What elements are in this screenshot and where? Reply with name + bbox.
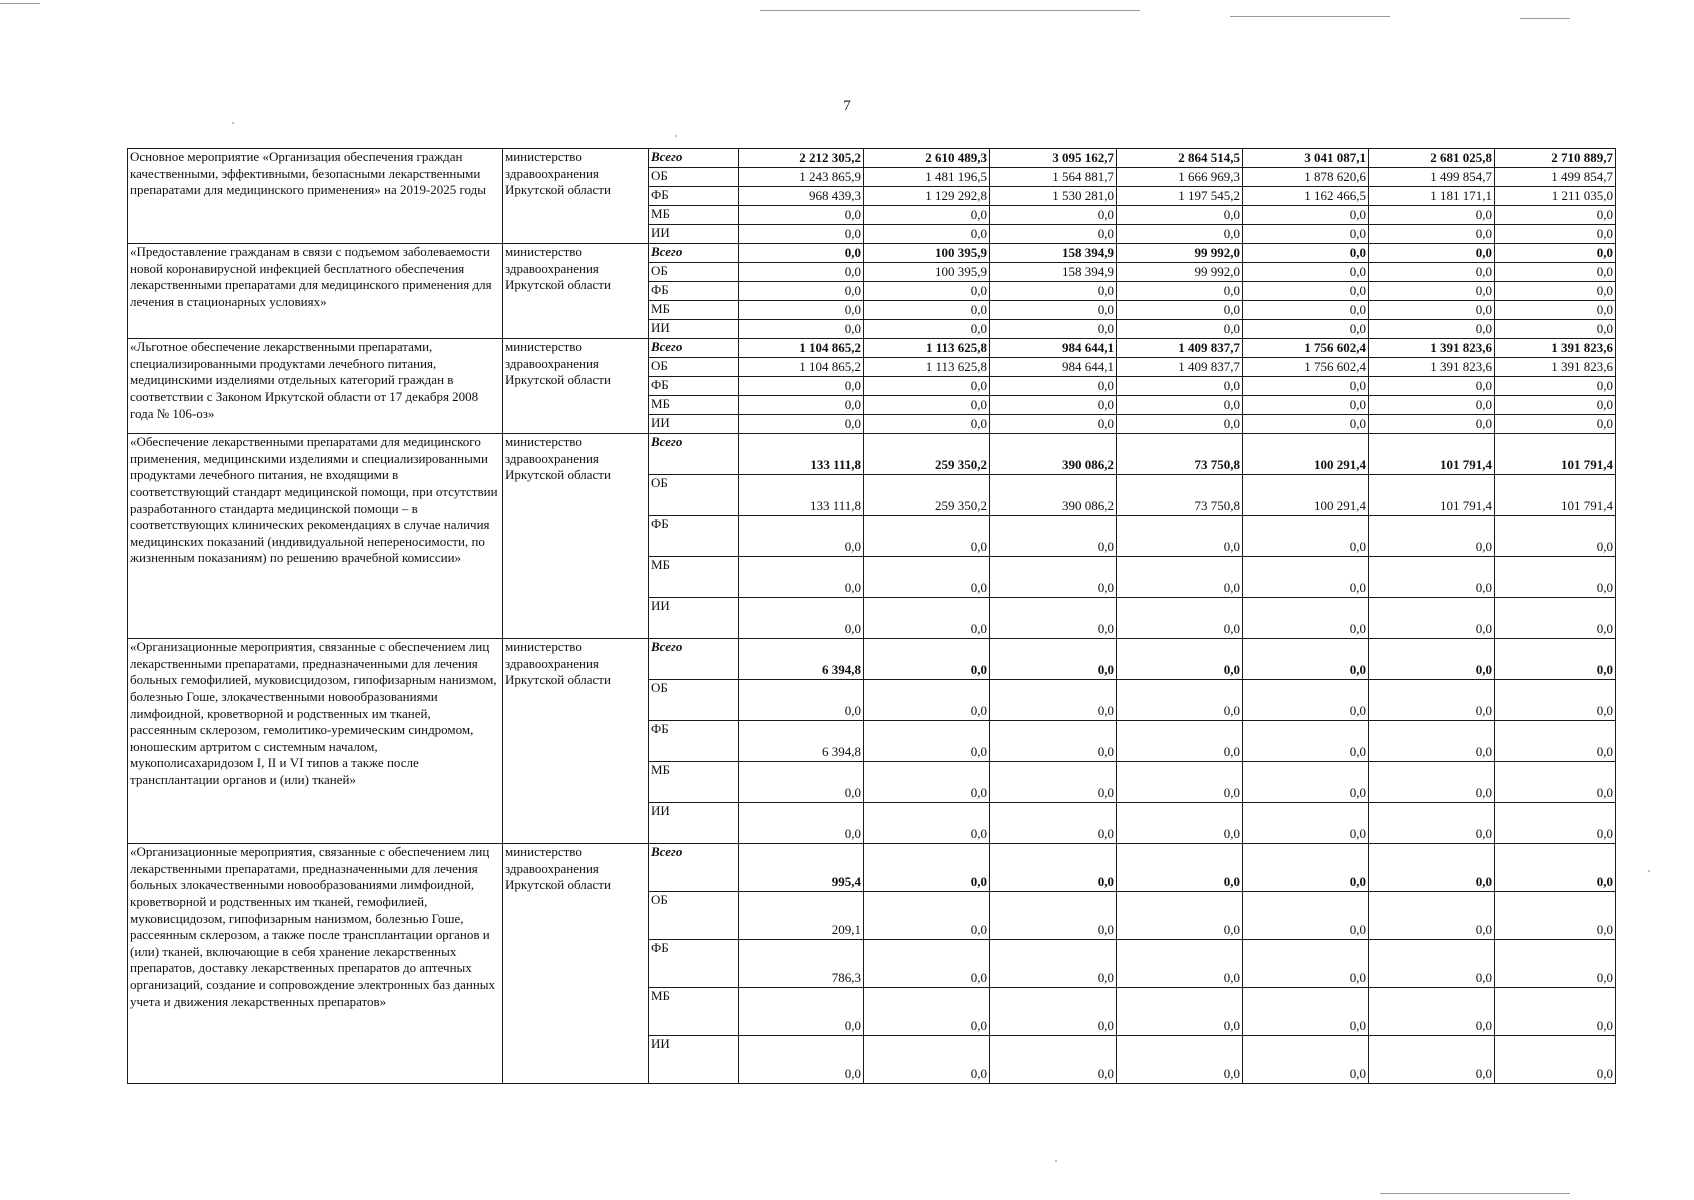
amount-cell: 390 086,2 <box>990 475 1117 516</box>
amount-cell: 0,0 <box>1243 940 1369 988</box>
event-description: «Обеспечение лекарственными препаратами для медицинского применения, медицинскими изделиями и специализированными продуктами лечебного питания, не входящими в соответствующий стандарт медицинской помощи, при отсутствии разработанного стандарта медицинской помощи – в соответствующих клинических рекомендациях в случае наличия медицинских показаний (индивидуальной непереносимости, по жизненным показаниям) по решению врачебной комиссии» <box>128 434 503 639</box>
responsible-organization: министерство здравоохранения Иркутской области <box>503 434 649 639</box>
amount-cell: 0,0 <box>1495 516 1616 557</box>
amount-cell: 0,0 <box>1369 557 1495 598</box>
amount-cell: 0,0 <box>1117 225 1243 244</box>
amount-cell: 73 750,8 <box>1117 475 1243 516</box>
amount-cell: 0,0 <box>1243 1036 1369 1084</box>
funding-source: ИИ <box>649 803 739 844</box>
amount-cell: 209,1 <box>739 892 864 940</box>
amount-cell: 3 095 162,7 <box>990 149 1117 168</box>
amount-cell: 1 104 865,2 <box>739 358 864 377</box>
amount-cell: 0,0 <box>864 988 990 1036</box>
amount-cell: 0,0 <box>990 301 1117 320</box>
scan-artifact-dot <box>1648 870 1650 872</box>
event-description: «Организационные мероприятия, связанные с обеспечением лиц лекарственными препаратами, предназначенными для лечения больных гемофилией, муковисцидозом, гипофизарным нанизмом, болезнью Гоше, злокачественными новообразованиями лимфоидной, кроветворной и родственных им тканей, рассеянным склерозом, гемолитико-уремическим синдромом, юношеским артритом с системным началом, мукополисахаридозом I, II и VI типов а также после трансплантации органов и (или) тканей» <box>128 639 503 844</box>
funding-source: ФБ <box>649 516 739 557</box>
amount-cell: 0,0 <box>1369 892 1495 940</box>
amount-cell: 0,0 <box>864 639 990 680</box>
amount-cell: 0,0 <box>1243 263 1369 282</box>
amount-cell: 0,0 <box>1117 598 1243 639</box>
amount-cell: 0,0 <box>864 225 990 244</box>
amount-cell: 0,0 <box>1243 396 1369 415</box>
amount-cell: 984 644,1 <box>990 358 1117 377</box>
amount-cell: 0,0 <box>1117 680 1243 721</box>
amount-cell: 0,0 <box>1495 320 1616 339</box>
funding-source: ОБ <box>649 358 739 377</box>
funding-source: МБ <box>649 206 739 225</box>
amount-cell: 0,0 <box>1369 988 1495 1036</box>
amount-cell: 0,0 <box>1369 396 1495 415</box>
amount-cell: 0,0 <box>1243 415 1369 434</box>
amount-cell: 0,0 <box>864 396 990 415</box>
amount-cell: 101 791,4 <box>1495 475 1616 516</box>
amount-cell: 0,0 <box>739 320 864 339</box>
responsible-organization: министерство здравоохранения Иркутской области <box>503 149 649 244</box>
amount-cell: 0,0 <box>739 988 864 1036</box>
amount-cell: 0,0 <box>739 244 864 263</box>
funding-source: ИИ <box>649 320 739 339</box>
amount-cell: 0,0 <box>1243 598 1369 639</box>
amount-cell: 1 409 837,7 <box>1117 339 1243 358</box>
funding-source: ФБ <box>649 377 739 396</box>
amount-cell: 0,0 <box>1243 803 1369 844</box>
amount-cell: 1 391 823,6 <box>1369 339 1495 358</box>
event-description: «Льготное обеспечение лекарственными препаратами, специализированными продуктами лечебного питания, медицинскими изделиями отдельных категорий граждан в соответствии с Законом Иркутской области от 17 декабря 2008 года № 106-оз» <box>128 339 503 434</box>
amount-cell: 0,0 <box>1495 844 1616 892</box>
amount-cell: 0,0 <box>990 762 1117 803</box>
funding-source: ИИ <box>649 415 739 434</box>
amount-cell: 259 350,2 <box>864 475 990 516</box>
funding-source: ИИ <box>649 598 739 639</box>
amount-cell: 0,0 <box>1117 206 1243 225</box>
amount-cell: 1 409 837,7 <box>1117 358 1243 377</box>
responsible-organization: министерство здравоохранения Иркутской области <box>503 844 649 1084</box>
amount-cell: 1 113 625,8 <box>864 358 990 377</box>
amount-cell: 1 211 035,0 <box>1495 187 1616 206</box>
amount-cell: 0,0 <box>1117 721 1243 762</box>
amount-cell: 0,0 <box>739 415 864 434</box>
amount-cell: 1 181 171,1 <box>1369 187 1495 206</box>
amount-cell: 100 291,4 <box>1243 475 1369 516</box>
amount-cell: 0,0 <box>864 762 990 803</box>
amount-cell: 0,0 <box>739 516 864 557</box>
amount-cell: 0,0 <box>864 282 990 301</box>
amount-cell: 158 394,9 <box>990 244 1117 263</box>
amount-cell: 1 756 602,4 <box>1243 339 1369 358</box>
amount-cell: 0,0 <box>990 940 1117 988</box>
amount-cell: 0,0 <box>990 1036 1117 1084</box>
amount-cell: 1 530 281,0 <box>990 187 1117 206</box>
amount-cell: 0,0 <box>864 301 990 320</box>
amount-cell: 0,0 <box>1369 263 1495 282</box>
amount-cell: 0,0 <box>1117 844 1243 892</box>
funding-source: Всего <box>649 844 739 892</box>
funding-source: МБ <box>649 301 739 320</box>
amount-cell: 0,0 <box>1495 598 1616 639</box>
amount-cell: 0,0 <box>1369 803 1495 844</box>
amount-cell: 995,4 <box>739 844 864 892</box>
amount-cell: 1 564 881,7 <box>990 168 1117 187</box>
amount-cell: 0,0 <box>1117 803 1243 844</box>
amount-cell: 0,0 <box>864 844 990 892</box>
table-row <box>128 844 1616 892</box>
amount-cell: 0,0 <box>1243 844 1369 892</box>
funding-source: ОБ <box>649 475 739 516</box>
amount-cell: 0,0 <box>739 206 864 225</box>
amount-cell: 2 610 489,3 <box>864 149 990 168</box>
funding-source: ФБ <box>649 187 739 206</box>
amount-cell: 0,0 <box>739 598 864 639</box>
amount-cell: 3 041 087,1 <box>1243 149 1369 168</box>
amount-cell: 0,0 <box>864 1036 990 1084</box>
amount-cell: 0,0 <box>864 721 990 762</box>
amount-cell: 0,0 <box>990 557 1117 598</box>
amount-cell: 0,0 <box>1117 557 1243 598</box>
amount-cell: 0,0 <box>1243 282 1369 301</box>
amount-cell: 984 644,1 <box>990 339 1117 358</box>
funding-source: Всего <box>649 244 739 263</box>
amount-cell: 2 681 025,8 <box>1369 149 1495 168</box>
amount-cell: 0,0 <box>1117 320 1243 339</box>
table-row <box>128 434 1616 475</box>
amount-cell: 100 395,9 <box>864 244 990 263</box>
amount-cell: 0,0 <box>1117 1036 1243 1084</box>
funding-source: Всего <box>649 149 739 168</box>
amount-cell: 0,0 <box>1117 892 1243 940</box>
amount-cell: 0,0 <box>1495 557 1616 598</box>
funding-source: ФБ <box>649 282 739 301</box>
amount-cell: 1 104 865,2 <box>739 339 864 358</box>
amount-cell: 0,0 <box>739 762 864 803</box>
amount-cell: 2 864 514,5 <box>1117 149 1243 168</box>
amount-cell: 0,0 <box>1495 225 1616 244</box>
amount-cell: 0,0 <box>1369 721 1495 762</box>
amount-cell: 0,0 <box>1117 301 1243 320</box>
amount-cell: 1 499 854,7 <box>1495 168 1616 187</box>
amount-cell: 0,0 <box>864 557 990 598</box>
amount-cell: 0,0 <box>1117 396 1243 415</box>
amount-cell: 0,0 <box>864 415 990 434</box>
table-row <box>128 244 1616 263</box>
amount-cell: 390 086,2 <box>990 434 1117 475</box>
amount-cell: 6 394,8 <box>739 639 864 680</box>
amount-cell: 0,0 <box>1369 680 1495 721</box>
scan-artifact-line <box>1380 1193 1570 1194</box>
funding-source: ОБ <box>649 263 739 282</box>
funding-source: МБ <box>649 988 739 1036</box>
amount-cell: 1 197 545,2 <box>1117 187 1243 206</box>
amount-cell: 968 439,3 <box>739 187 864 206</box>
amount-cell: 0,0 <box>990 721 1117 762</box>
amount-cell: 0,0 <box>1495 415 1616 434</box>
amount-cell: 1 756 602,4 <box>1243 358 1369 377</box>
scan-artifact-dot <box>675 135 677 137</box>
scan-artifact-line <box>1230 16 1390 17</box>
amount-cell: 0,0 <box>1495 263 1616 282</box>
amount-cell: 1 162 466,5 <box>1243 187 1369 206</box>
amount-cell: 0,0 <box>1495 396 1616 415</box>
amount-cell: 133 111,8 <box>739 434 864 475</box>
funding-source: МБ <box>649 762 739 803</box>
amount-cell: 0,0 <box>1243 639 1369 680</box>
amount-cell: 0,0 <box>1243 557 1369 598</box>
amount-cell: 0,0 <box>864 320 990 339</box>
funding-source: ОБ <box>649 168 739 187</box>
amount-cell: 0,0 <box>990 415 1117 434</box>
amount-cell: 0,0 <box>1369 598 1495 639</box>
amount-cell: 0,0 <box>864 516 990 557</box>
amount-cell: 0,0 <box>739 282 864 301</box>
funding-source: МБ <box>649 396 739 415</box>
amount-cell: 0,0 <box>1495 301 1616 320</box>
amount-cell: 1 391 823,6 <box>1495 358 1616 377</box>
amount-cell: 0,0 <box>1495 680 1616 721</box>
amount-cell: 0,0 <box>1243 516 1369 557</box>
amount-cell: 0,0 <box>1495 1036 1616 1084</box>
amount-cell: 0,0 <box>1243 244 1369 263</box>
amount-cell: 0,0 <box>1369 320 1495 339</box>
amount-cell: 0,0 <box>739 1036 864 1084</box>
amount-cell: 0,0 <box>739 803 864 844</box>
funding-source: ОБ <box>649 892 739 940</box>
event-description: «Предоставление гражданам в связи с подъемом заболеваемости новой коронавирусной инфекцией бесплатного обеспечения лекарственными препаратами для медицинского применения для лечения в стационарных условиях» <box>128 244 503 339</box>
amount-cell: 99 992,0 <box>1117 263 1243 282</box>
amount-cell: 0,0 <box>1369 282 1495 301</box>
financing-table <box>127 148 1616 1084</box>
amount-cell: 0,0 <box>1369 415 1495 434</box>
amount-cell: 0,0 <box>1243 680 1369 721</box>
amount-cell: 0,0 <box>1243 721 1369 762</box>
amount-cell: 0,0 <box>1369 244 1495 263</box>
amount-cell: 0,0 <box>1243 892 1369 940</box>
amount-cell: 0,0 <box>1117 282 1243 301</box>
amount-cell: 0,0 <box>1495 377 1616 396</box>
scan-artifact-dot <box>1055 1160 1057 1162</box>
funding-source: Всего <box>649 639 739 680</box>
amount-cell: 133 111,8 <box>739 475 864 516</box>
amount-cell: 0,0 <box>990 680 1117 721</box>
amount-cell: 2 710 889,7 <box>1495 149 1616 168</box>
amount-cell: 0,0 <box>1495 639 1616 680</box>
amount-cell: 0,0 <box>1243 988 1369 1036</box>
amount-cell: 99 992,0 <box>1117 244 1243 263</box>
funding-source: МБ <box>649 557 739 598</box>
amount-cell: 0,0 <box>1495 940 1616 988</box>
amount-cell: 0,0 <box>1369 301 1495 320</box>
amount-cell: 0,0 <box>1495 762 1616 803</box>
amount-cell: 0,0 <box>864 680 990 721</box>
amount-cell: 0,0 <box>990 225 1117 244</box>
funding-source: Всего <box>649 434 739 475</box>
amount-cell: 0,0 <box>1369 225 1495 244</box>
amount-cell: 0,0 <box>1117 377 1243 396</box>
amount-cell: 259 350,2 <box>864 434 990 475</box>
responsible-organization: министерство здравоохранения Иркутской области <box>503 339 649 434</box>
amount-cell: 0,0 <box>739 557 864 598</box>
amount-cell: 0,0 <box>1117 988 1243 1036</box>
amount-cell: 0,0 <box>990 639 1117 680</box>
amount-cell: 0,0 <box>1369 940 1495 988</box>
amount-cell: 0,0 <box>739 263 864 282</box>
amount-cell: 0,0 <box>864 206 990 225</box>
funding-source: ОБ <box>649 680 739 721</box>
funding-source: ФБ <box>649 940 739 988</box>
amount-cell: 0,0 <box>739 377 864 396</box>
amount-cell: 0,0 <box>990 892 1117 940</box>
amount-cell: 1 666 969,3 <box>1117 168 1243 187</box>
amount-cell: 100 291,4 <box>1243 434 1369 475</box>
amount-cell: 0,0 <box>1495 282 1616 301</box>
amount-cell: 1 499 854,7 <box>1369 168 1495 187</box>
table-row <box>128 149 1616 168</box>
event-description: Основное мероприятие «Организация обеспечения граждан качественными, эффективными, безопасными лекарственными препаратами для медицинского применения» на 2019-2025 годы <box>128 149 503 244</box>
amount-cell: 0,0 <box>1117 940 1243 988</box>
amount-cell: 2 212 305,2 <box>739 149 864 168</box>
amount-cell: 0,0 <box>1117 639 1243 680</box>
amount-cell: 0,0 <box>739 301 864 320</box>
scan-artifact-line <box>0 3 40 4</box>
amount-cell: 0,0 <box>739 680 864 721</box>
amount-cell: 100 395,9 <box>864 263 990 282</box>
event-description: «Организационные мероприятия, связанные с обеспечением лиц лекарственными препаратами, предназначенными для лечения больных злокачественными новообразованиями лимфоидной, кроветворной и родственных им тканей, гемофилией, муковисцидозом, гипофизарным нанизмом, болезнью Гоше, рассеянным склерозом, а также после трансплантации органов и (или) тканей, включающие в себя хранение лекарственных препаратов, доставку лекарственных препаратов до аптечных организаций, создание и сопровождение электронных баз данных учета и движения лекарственных препаратов» <box>128 844 503 1084</box>
amount-cell: 0,0 <box>1243 301 1369 320</box>
funding-source: ИИ <box>649 225 739 244</box>
amount-cell: 1 481 196,5 <box>864 168 990 187</box>
amount-cell: 786,3 <box>739 940 864 988</box>
amount-cell: 0,0 <box>1369 516 1495 557</box>
amount-cell: 0,0 <box>1495 803 1616 844</box>
amount-cell: 0,0 <box>864 803 990 844</box>
amount-cell: 0,0 <box>990 988 1117 1036</box>
amount-cell: 0,0 <box>1243 206 1369 225</box>
amount-cell: 1 878 620,6 <box>1243 168 1369 187</box>
amount-cell: 101 791,4 <box>1495 434 1616 475</box>
amount-cell: 6 394,8 <box>739 721 864 762</box>
amount-cell: 0,0 <box>1369 844 1495 892</box>
table-row <box>128 339 1616 358</box>
amount-cell: 0,0 <box>990 803 1117 844</box>
amount-cell: 0,0 <box>739 225 864 244</box>
amount-cell: 0,0 <box>990 282 1117 301</box>
scan-artifact-line <box>760 10 1140 11</box>
amount-cell: 0,0 <box>1495 988 1616 1036</box>
amount-cell: 1 391 823,6 <box>1369 358 1495 377</box>
amount-cell: 0,0 <box>864 377 990 396</box>
amount-cell: 0,0 <box>990 396 1117 415</box>
funding-source: ФБ <box>649 721 739 762</box>
amount-cell: 1 129 292,8 <box>864 187 990 206</box>
amount-cell: 0,0 <box>864 892 990 940</box>
amount-cell: 0,0 <box>1369 206 1495 225</box>
amount-cell: 0,0 <box>1243 377 1369 396</box>
amount-cell: 158 394,9 <box>990 263 1117 282</box>
amount-cell: 0,0 <box>990 320 1117 339</box>
amount-cell: 1 113 625,8 <box>864 339 990 358</box>
amount-cell: 0,0 <box>1369 762 1495 803</box>
scan-artifact-line <box>1520 18 1570 19</box>
amount-cell: 0,0 <box>990 206 1117 225</box>
funding-source: ИИ <box>649 1036 739 1084</box>
amount-cell: 0,0 <box>990 377 1117 396</box>
amount-cell: 0,0 <box>1495 244 1616 263</box>
amount-cell: 0,0 <box>1243 225 1369 244</box>
table-row <box>128 639 1616 680</box>
amount-cell: 0,0 <box>1117 415 1243 434</box>
amount-cell: 0,0 <box>1117 762 1243 803</box>
amount-cell: 0,0 <box>1117 516 1243 557</box>
amount-cell: 0,0 <box>1243 762 1369 803</box>
amount-cell: 0,0 <box>739 396 864 415</box>
amount-cell: 0,0 <box>1369 1036 1495 1084</box>
amount-cell: 73 750,8 <box>1117 434 1243 475</box>
amount-cell: 0,0 <box>990 844 1117 892</box>
page-number: 7 <box>843 98 851 114</box>
amount-cell: 0,0 <box>1369 639 1495 680</box>
amount-cell: 0,0 <box>864 940 990 988</box>
amount-cell: 101 791,4 <box>1369 475 1495 516</box>
scan-artifact-dot <box>232 122 234 124</box>
amount-cell: 0,0 <box>990 516 1117 557</box>
amount-cell: 1 243 865,9 <box>739 168 864 187</box>
amount-cell: 0,0 <box>1495 206 1616 225</box>
amount-cell: 1 391 823,6 <box>1495 339 1616 358</box>
amount-cell: 0,0 <box>1495 721 1616 762</box>
funding-source: Всего <box>649 339 739 358</box>
amount-cell: 0,0 <box>1369 377 1495 396</box>
amount-cell: 0,0 <box>864 598 990 639</box>
amount-cell: 0,0 <box>1243 320 1369 339</box>
amount-cell: 0,0 <box>990 598 1117 639</box>
responsible-organization: министерство здравоохранения Иркутской области <box>503 244 649 339</box>
amount-cell: 0,0 <box>1495 892 1616 940</box>
responsible-organization: министерство здравоохранения Иркутской области <box>503 639 649 844</box>
amount-cell: 101 791,4 <box>1369 434 1495 475</box>
